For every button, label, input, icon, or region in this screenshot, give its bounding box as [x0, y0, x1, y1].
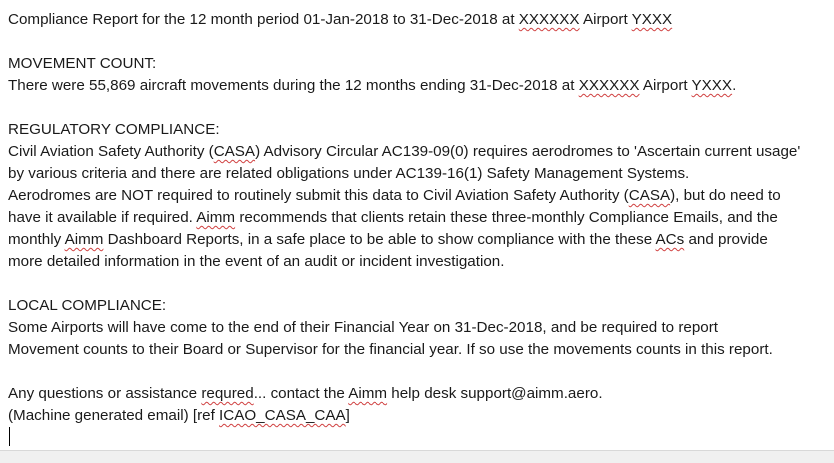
local-heading: LOCAL COMPLIANCE:: [8, 297, 167, 314]
spelling-flagged-word[interactable]: CASA: [213, 143, 256, 160]
regulatory-heading: REGULATORY COMPLIANCE:: [8, 121, 220, 138]
blank-line: [8, 361, 830, 383]
spelling-flagged-word[interactable]: XXXXXX: [518, 11, 580, 28]
blank-line: [8, 273, 830, 295]
spelling-flagged-word[interactable]: ACs: [655, 231, 685, 248]
regulatory-line: by various criteria and there are related obligations under AC139-16(1) Safety Management Systems.: [8, 165, 690, 182]
regulatory-line: Civil Aviation Safety Authority (CASA) Advisory Circular AC139-09(0) requires aerodromes to 'Ascertain current usage': [8, 143, 801, 160]
local-line: Some Airports will have come to the end of their Financial Year on 31-Dec-2018, and be required to report: [8, 319, 719, 336]
footer-text: (Machine generated email) [ref ICAO_CASA_CAA]: [8, 407, 350, 424]
text-cursor: [9, 427, 10, 446]
spelling-flagged-word[interactable]: YXXX: [631, 11, 673, 28]
email-body[interactable]: [8, 9, 830, 427]
movement-text: There were 55,869 aircraft movements during the 12 months ending 31-Dec-2018 at XXXXXX Airport YXXX.: [8, 77, 737, 94]
blank-line: [8, 31, 830, 53]
spelling-flagged-word[interactable]: Aimm: [196, 209, 236, 226]
local-line: Movement counts to their Board or Supervisor for the financial year. If so use the movements counts in this report.: [8, 341, 773, 358]
bottom-scrollbar[interactable]: [0, 450, 834, 463]
movement-heading: MOVEMENT COUNT:: [8, 55, 157, 72]
regulatory-line: Aerodromes are NOT required to routinely submit this data to Civil Aviation Safety Authority (CASA), but do need to: [8, 187, 781, 204]
spelling-flagged-word[interactable]: requred: [201, 385, 254, 402]
regulatory-line: monthly Aimm Dashboard Reports, in a safe place to be able to show compliance with the these ACs and provide: [8, 231, 768, 248]
regulatory-line: have it available if required. Aimm recommends that clients retain these three-monthly Compliance Emails, and the: [8, 209, 778, 226]
spelling-flagged-word[interactable]: YXXX: [691, 77, 733, 94]
questions-text: Any questions or assistance requred... contact the Aimm help desk support@aimm.aero.: [8, 385, 603, 402]
spelling-flagged-word[interactable]: XXXXXX: [578, 77, 640, 94]
blank-line: [8, 97, 830, 119]
spelling-flagged-word[interactable]: ICAO_CASA_CAA: [219, 407, 346, 424]
spelling-flagged-word[interactable]: Aimm: [64, 231, 104, 248]
report-title: Compliance Report for the 12 month period 01-Jan-2018 to 31-Dec-2018 at XXXXXX Airport YXXX: [8, 11, 673, 28]
regulatory-line: more detailed information in the event of an audit or incident investigation.: [8, 253, 505, 270]
spelling-flagged-word[interactable]: Aimm: [348, 385, 388, 402]
spelling-flagged-word[interactable]: CASA: [628, 187, 671, 204]
